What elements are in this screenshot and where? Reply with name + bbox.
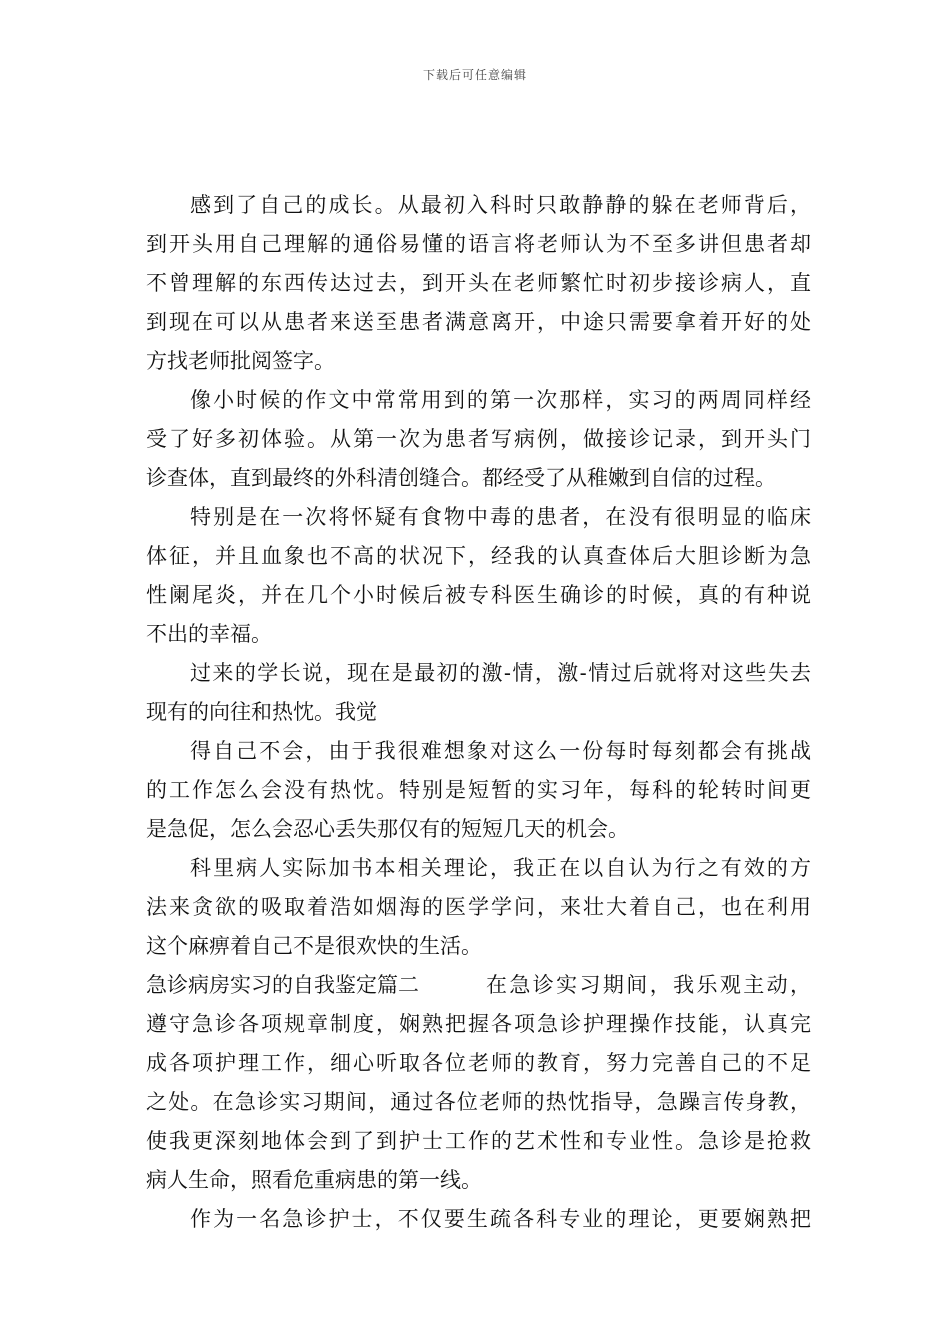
text-line: 病人生命，照看危重病患的第一线。 (146, 1168, 482, 1192)
text-line: 体征，并且血象也不高的状况下，经我的认真查体后大胆诊断为急 (146, 544, 811, 568)
text-line: 是急促，怎么会忍心丢失那仅有的短短几天的机会。 (146, 817, 629, 841)
text-line: 得自己不会，由于我很难想象对这么一份每时每刻都会有挑战 (190, 739, 811, 763)
paragraph-2 (146, 381, 811, 498)
paragraph-5 (146, 732, 811, 849)
text-line: 特别是在一次将怀疑有食物中毒的患者，在没有很明显的临床 (190, 505, 811, 529)
text-line: 受了好多初体验。从第一次为患者写病例，做接诊记录，到开头门 (146, 427, 811, 451)
text-line: 不出的幸福。 (146, 622, 272, 646)
paragraph-1 (146, 186, 811, 381)
text-line: 现有的向往和热忱。我觉 (146, 700, 377, 724)
text-line: 的工作怎么会没有热忱。特别是短暂的实习年，每科的轮转时间更 (146, 778, 811, 802)
text-line: 感到了自己的成长。从最初入科时只敢静静的躲在老师背后， (190, 193, 811, 217)
section-two (146, 966, 811, 1200)
text-line: 性阑尾炎，并在几个小时候后被专科医生确诊的时候，真的有种说 (146, 583, 811, 607)
paragraph-3 (146, 498, 811, 654)
text-line: 像小时候的作文中常常用到的第一次那样，实习的两周同样经 (190, 388, 811, 412)
text-line: 使我更深刻地体会到了到护士工作的艺术性和专业性。急诊是抢救 (146, 1129, 811, 1153)
section-heading-line (146, 966, 811, 1005)
text-line: 作为一名急诊护士，不仅要生疏各科专业的理论，更要娴熟把 (190, 1207, 811, 1231)
section-title: 急诊病房实习的自我鉴定篇二 (146, 973, 419, 997)
text-line: 到现在可以从患者来送至患者满意离开，中途只需要拿着开好的处 (146, 310, 811, 334)
paragraph-6 (146, 849, 811, 966)
text-line: 过来的学长说，现在是最初的激-情，激-情过后就将对这些失去 (190, 661, 811, 685)
page-header: 下载后可任意编辑 (422, 68, 527, 82)
paragraph-final (146, 1200, 811, 1239)
text-line: 遵守急诊各项规章制度，娴熟把握各项急诊护理操作技能，认真完 (146, 1012, 811, 1036)
text-line: 成各项护理工作，细心听取各位老师的教育，努力完善自己的不足 (146, 1051, 811, 1075)
text-line: 这个麻痹着自己不是很欢快的生活。 (146, 934, 482, 958)
paragraph-4 (146, 654, 811, 732)
text-line: 之处。在急诊实习期间，通过各位老师的热忱指导，急躁言传身教， (146, 1090, 811, 1114)
text-line: 在急诊实习期间，我乐观主动， (486, 973, 811, 997)
text-line: 科里病人实际加书本相关理论，我正在以自认为行之有效的方 (190, 856, 811, 880)
text-line: 法来贪欲的吸取着浩如烟海的医学学问，来壮大着自己，也在利用 (146, 895, 811, 919)
text-line: 诊查体，直到最终的外科清创缝合。都经受了从稚嫩到自信的过程。 (146, 466, 776, 490)
text-line: 到开头用自己理解的通俗易懂的语言将老师认为不至多讲但患者却 (146, 232, 811, 256)
document-body (146, 186, 811, 1239)
text-line: 不曾理解的东西传达过去，到开头在老师繁忙时初步接诊病人，直 (146, 271, 811, 295)
text-line: 方找老师批阅签字。 (146, 349, 335, 373)
